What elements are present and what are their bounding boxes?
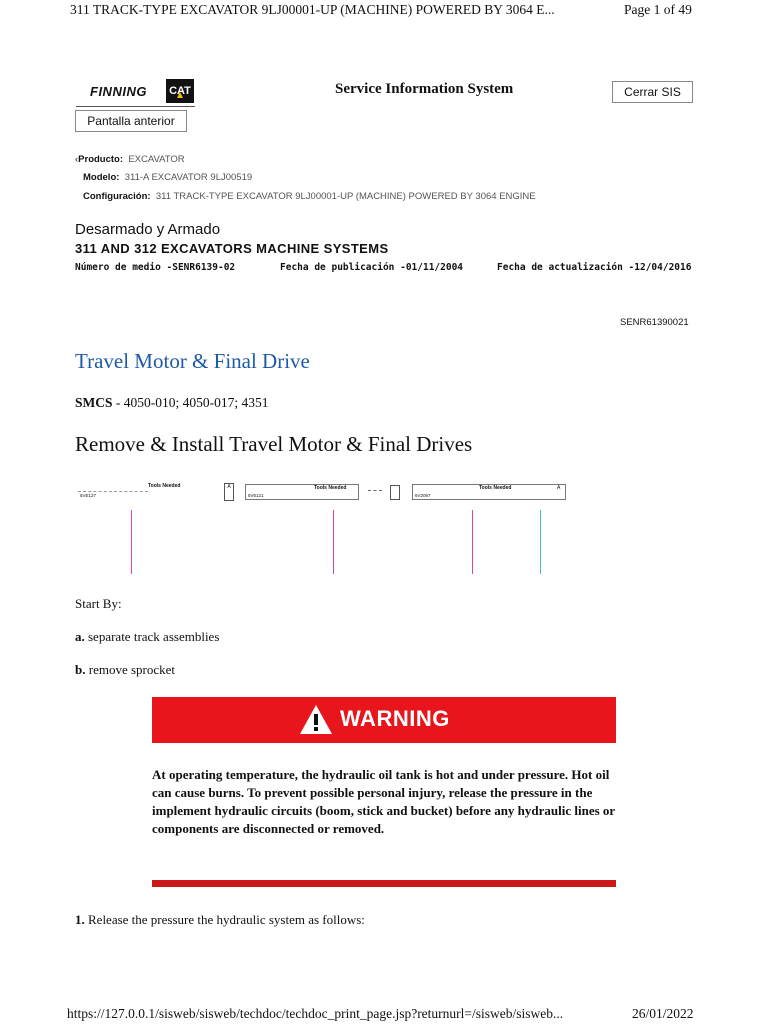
config-line — [83, 191, 536, 202]
model-label: Modelo: — [83, 172, 120, 183]
finning-logo-text: FINNING — [90, 84, 147, 99]
print-header-page: Page 1 of 49 — [624, 2, 692, 17]
manual-subtitle: 311 AND 312 EXCAVATORS MACHINE SYSTEMS — [75, 241, 389, 256]
tools-divider-1 — [78, 491, 148, 492]
tools-table-2 — [245, 484, 359, 500]
tools-table-1 — [78, 483, 233, 497]
tools-table-3 — [412, 484, 566, 500]
tools-line-2 — [333, 510, 334, 574]
tools-header-2: Tools Needed — [314, 485, 347, 491]
smcs-label: SMCS — [75, 395, 113, 410]
product-line — [75, 154, 185, 165]
step-1 — [75, 912, 365, 928]
print-header-title: 311 TRACK-TYPE EXCAVATOR 9LJ00001-UP (MACHINE) POWERED BY 3064 E... — [70, 2, 555, 17]
update-date: Fecha de actualización -12/04/2016 — [497, 262, 692, 273]
product-label: Producto: — [78, 154, 124, 165]
close-sis-button[interactable]: Cerrar SIS — [612, 81, 693, 103]
warning-label: WARNING — [340, 706, 450, 731]
smcs-value: - 4050-010; 4050-017; 4351 — [115, 395, 269, 410]
step-a-text[interactable]: separate track assemblies — [88, 629, 220, 644]
start-by-label: Start By: — [75, 596, 122, 611]
tools-line-4 — [540, 510, 541, 574]
cat-logo-text: CAT — [169, 85, 191, 97]
publication-date: Fecha de publicación -01/11/2004 — [280, 262, 464, 273]
tools-connector — [368, 490, 382, 491]
doc-id: SENR61390021 — [620, 317, 689, 328]
step-1-label: 1. — [75, 912, 85, 927]
back-chevron-icon[interactable]: ‹ — [75, 154, 79, 165]
step-b-label: b. — [75, 662, 86, 677]
warning-text: At operating temperature, the hydraulic oil tank is hot and under pressure. Hot oil can cause burns. To prevent possible personal injury, release the pressure in the implement hydraulic circuits (boom, stick and bucket) before any hydraulic lines or components are disconnected or removed. — [152, 767, 615, 836]
product-value[interactable]: EXCAVATOR — [128, 154, 185, 165]
tools-line-1 — [131, 510, 132, 574]
tools-col-label-3: A — [557, 485, 561, 491]
warning-banner — [152, 697, 616, 743]
step-a — [75, 629, 219, 645]
sis-title: Service Information System — [335, 81, 514, 97]
config-label: Configuración: — [83, 191, 151, 202]
tools-col-label-1: A — [227, 484, 231, 490]
model-line — [83, 172, 252, 183]
tools-col-2 — [390, 485, 400, 500]
media-number: Número de medio -SENR6139-02 — [75, 262, 236, 273]
tools-row-2: 5V6121 — [248, 493, 264, 498]
tools-header-3: Tools Needed — [479, 485, 512, 491]
section-title: Desarmado y Armado — [75, 221, 221, 238]
tools-row-1: 5VE127 — [80, 493, 97, 498]
procedure-title: Remove & Install Travel Motor & Final Drives — [75, 432, 473, 456]
step-b-text[interactable]: remove sprocket — [88, 662, 176, 677]
tools-header-1: Tools Needed — [148, 483, 181, 489]
step-a-label: a. — [75, 629, 85, 644]
tools-col-1 — [224, 483, 234, 501]
model-value[interactable]: 311-A EXCAVATOR 9LJ00519 — [124, 172, 253, 183]
warning-bottom-bar — [152, 880, 616, 887]
cat-triangle-icon — [177, 92, 183, 98]
tools-line-3 — [472, 510, 473, 574]
previous-screen-button[interactable]: Pantalla anterior — [75, 110, 187, 132]
smcs-line — [75, 395, 269, 411]
step-b — [75, 662, 175, 678]
step-1-text: Release the pressure the hydraulic system as follows: — [88, 912, 365, 927]
print-footer-url: https://127.0.0.1/sisweb/sisweb/techdoc/techdoc_print_page.jsp?returnurl=/sisweb/sisweb... — [67, 1006, 564, 1021]
page-heading: Travel Motor & Final Drive — [75, 349, 310, 373]
tools-row-3: 6V2067 — [415, 493, 431, 498]
config-value: 311 TRACK-TYPE EXCAVATOR 9LJ00001-UP (MACHINE) POWERED BY 3064 ENGINE — [155, 191, 536, 202]
warning-triangle-icon — [299, 704, 333, 735]
print-footer-date: 26/01/2022 — [632, 1006, 694, 1021]
cat-logo — [166, 79, 194, 103]
